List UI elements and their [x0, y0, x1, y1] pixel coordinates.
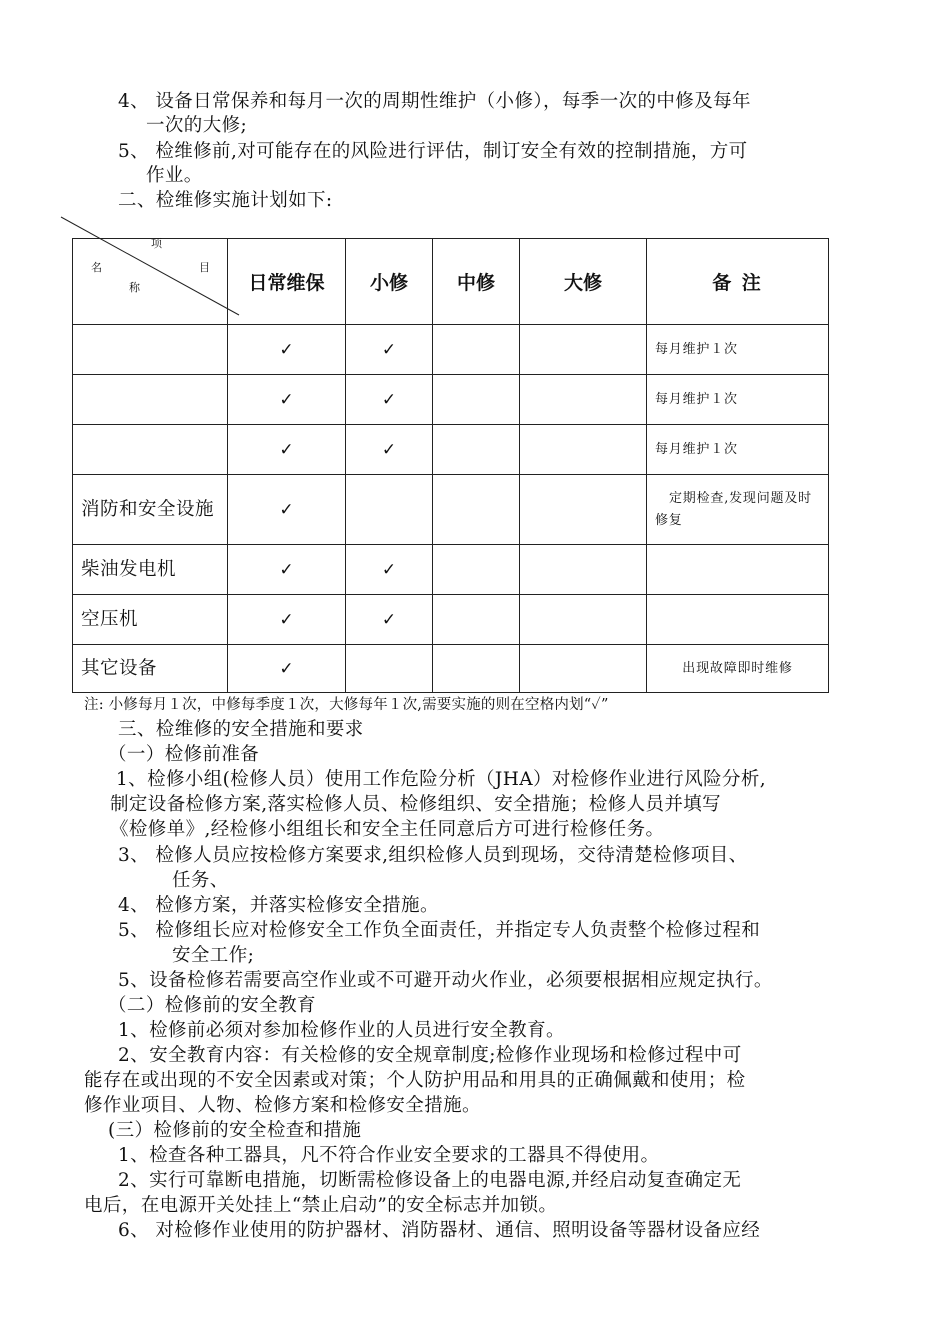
row-major-cell	[520, 325, 647, 375]
row-mid-cell	[433, 545, 520, 595]
check-mark-icon: ✓	[279, 339, 294, 360]
check-mark-icon: ✓	[279, 439, 294, 460]
table-note: 注: 小修每月１次，中修每季度１次，大修每年１次,需要实施的则在空格内划“✓”	[84, 697, 609, 713]
e2-line3: 修作业项目、人物、检修方案和检修安全措施。	[84, 1095, 481, 1116]
row-major-cell	[520, 595, 647, 645]
header-daily: 日常维保	[228, 239, 346, 325]
row-mid-cell	[433, 325, 520, 375]
row-minor-cell	[346, 645, 433, 693]
row-mid-cell	[433, 475, 520, 545]
p1-line1: 1、检修小组(检修人员）使用工作危险分析（JHA）对检修作业进行风险分析,	[116, 769, 767, 790]
corner-diagonal-line	[61, 217, 241, 327]
e2-line2: 能存在或出现的不安全因素或对策；个人防护用品和用具的正确佩戴和使用；检	[84, 1070, 746, 1091]
row-major-cell	[520, 425, 647, 475]
row-major-cell	[520, 545, 647, 595]
check-mark-icon: ✓	[279, 389, 294, 410]
row-daily-cell	[228, 595, 346, 645]
row-major-cell	[520, 475, 647, 545]
row-minor-cell	[346, 595, 433, 645]
c1: 1、检查各种工器具，凡不符合作业安全要求的工器具不得使用。	[118, 1145, 660, 1166]
check-mark-icon: ✓	[381, 389, 397, 410]
row-daily-cell	[228, 325, 346, 375]
intro-item5-line2: 作业。	[146, 165, 203, 186]
row-remark	[647, 595, 829, 645]
corner-label-left: 名	[91, 261, 102, 274]
table-row	[73, 325, 829, 375]
table-header-row	[73, 239, 829, 325]
p5-line1: 5、 检修组长应对检修安全工作负全面责任，并指定专人负责整个检修过程和	[118, 920, 761, 941]
check-mark-icon: ✓	[381, 439, 397, 460]
table-corner-cell	[73, 239, 228, 325]
table-body	[73, 325, 829, 693]
row-remark: 每月维护１次	[647, 425, 829, 475]
row-remark	[647, 545, 829, 595]
check-mark-icon: ✓	[279, 609, 294, 630]
p3-line1: 3、 检修人员应按检修方案要求,组织检修人员到现场，交待清楚检修项目、	[118, 845, 748, 866]
row-daily-cell	[228, 375, 346, 425]
table-row	[73, 545, 829, 595]
intro-item5-line1: 5、 检维修前,对可能存在的风险进行评估，制订安全有效的控制措施，方可	[118, 141, 748, 162]
check-mark-icon: ✓	[381, 609, 397, 630]
row-mid-cell	[433, 425, 520, 475]
section2-title: 二、检维修实施计划如下:	[118, 190, 333, 211]
row-remark: 出现故障即时维修	[647, 645, 829, 693]
row-minor-cell	[346, 475, 433, 545]
header-mid: 中修	[433, 239, 520, 325]
row-minor-cell	[346, 325, 433, 375]
row-mid-cell	[433, 645, 520, 693]
c2-line1: 2、实行可靠断电措施，切断需检修设备上的电器电源,并经启动复查确定无	[118, 1170, 742, 1191]
row-daily-cell	[228, 645, 346, 693]
c2-line2: 电后，在电源开关处挂上“禁止启动”的安全标志并加锁。	[84, 1195, 558, 1216]
sub2-title: （二）检修前的安全教育	[108, 995, 316, 1016]
row-minor-cell	[346, 375, 433, 425]
p5-line2: 安全工作;	[172, 945, 255, 966]
p5b: 5、设备检修若需要高空作业或不可避开动火作业，必须要根据相应规定执行。	[118, 970, 773, 991]
corner-label-top: 项	[151, 237, 162, 250]
row-mid-cell	[433, 595, 520, 645]
c6: 6、 对检修作业使用的防护器材、消防器材、通信、照明设备等器材设备应经	[118, 1220, 761, 1241]
table-row	[73, 375, 829, 425]
check-mark-icon: ✓	[381, 559, 397, 580]
p1-line2: 制定设备检修方案,落实检修人员、检修组织、安全措施；检修人员并填写	[110, 794, 722, 815]
row-equipment-name: 其它设备	[73, 645, 228, 693]
row-daily-cell	[228, 425, 346, 475]
row-equipment-name	[73, 425, 228, 475]
check-mark-icon: ✓	[381, 339, 397, 360]
row-equipment-name: 消防和安全设施	[73, 475, 228, 545]
sub1-title: （一）检修前准备	[108, 744, 260, 765]
check-mark-icon: ✓	[279, 499, 294, 520]
row-equipment-name	[73, 325, 228, 375]
row-major-cell	[520, 645, 647, 693]
intro-item4-line2: 一次的大修;	[146, 115, 248, 136]
row-remark: 定期检查,发现问题及时修复	[647, 475, 829, 545]
check-mark-icon: ✓	[279, 658, 294, 679]
intro-item4-line1: 4、 设备日常保养和每月一次的周期性维护（小修），每季一次的中修及每年	[118, 91, 751, 112]
table-row	[73, 595, 829, 645]
sub3-title: (三）检修前的安全检查和措施	[108, 1120, 362, 1141]
check-mark-icon: ✓	[279, 559, 294, 580]
row-minor-cell	[346, 545, 433, 595]
section3-title: 三、检维修的安全措施和要求	[118, 719, 364, 740]
table-row	[73, 645, 829, 693]
row-equipment-name: 柴油发电机	[73, 545, 228, 595]
header-remark: 备 注	[647, 239, 829, 325]
header-major: 大修	[520, 239, 647, 325]
p1-line3: 《检修单》,经检修小组组长和安全主任同意后方可进行检修任务。	[110, 819, 665, 840]
table-row	[73, 425, 829, 475]
table-row	[73, 475, 829, 545]
header-minor: 小修	[346, 239, 433, 325]
corner-label-right: 目	[199, 261, 210, 274]
e2-line1: 2、安全教育内容：有关检修的安全规章制度;检修作业现场和检修过程中可	[118, 1045, 742, 1066]
row-remark: 每月维护１次	[647, 325, 829, 375]
row-daily-cell	[228, 475, 346, 545]
row-mid-cell	[433, 375, 520, 425]
row-equipment-name: 空压机	[73, 595, 228, 645]
p3-line2: 任务、	[172, 870, 229, 891]
row-minor-cell	[346, 425, 433, 475]
row-remark: 每月维护１次	[647, 375, 829, 425]
e1: 1、检修前必须对参加检修作业的人员进行安全教育。	[118, 1020, 565, 1041]
corner-label-bottom: 称	[129, 281, 140, 294]
row-equipment-name	[73, 375, 228, 425]
p4: 4、 检修方案，并落实检修安全措施。	[118, 895, 439, 916]
row-daily-cell	[228, 545, 346, 595]
row-major-cell	[520, 375, 647, 425]
maintenance-plan-table	[72, 238, 829, 693]
